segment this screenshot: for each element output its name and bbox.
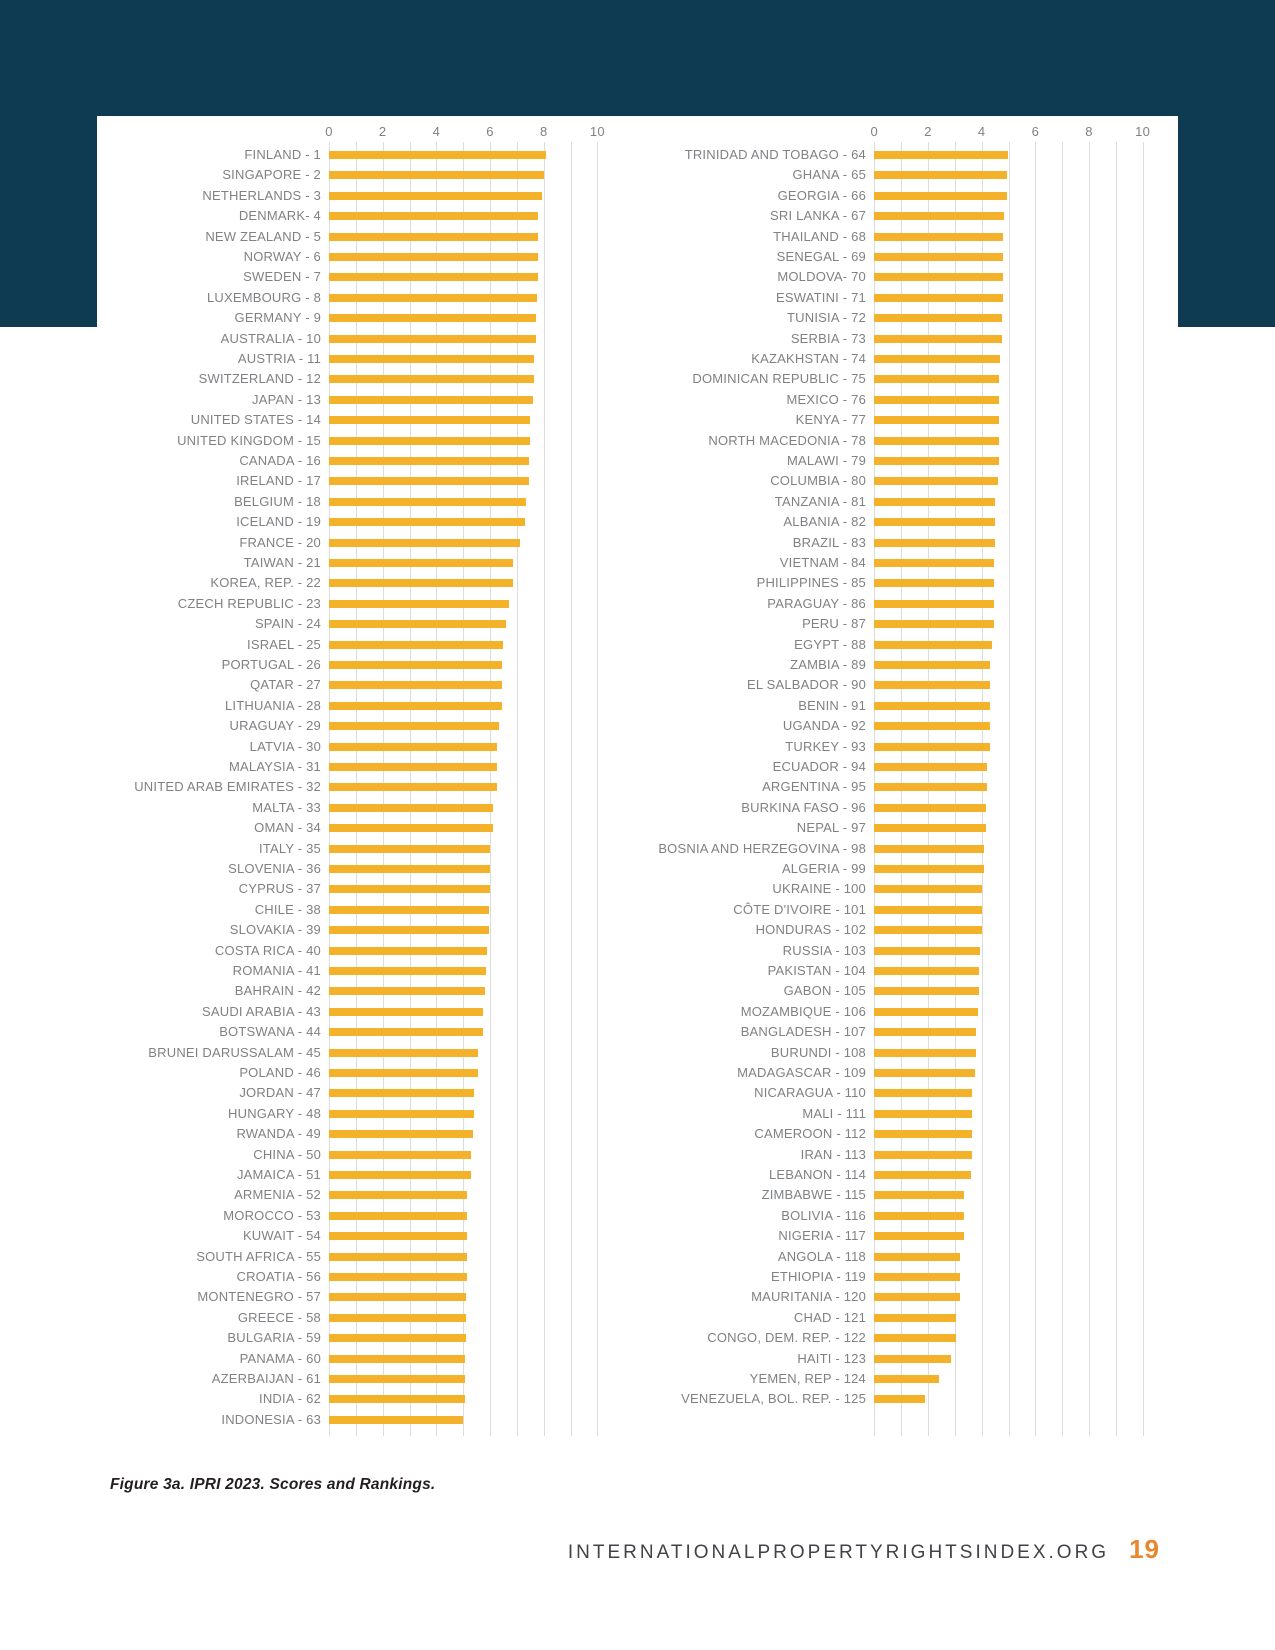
country-label: POLAND - 46: [239, 1065, 321, 1080]
country-label: MOLDOVA- 70: [777, 269, 866, 285]
country-label: RUSSIA - 103: [782, 942, 866, 958]
country-label: KENYA - 77: [795, 412, 866, 428]
country-label: MOROCCO - 53: [223, 1207, 321, 1223]
country-label: BELGIUM - 18: [234, 493, 321, 509]
country-label: CHILE - 38: [254, 901, 321, 917]
figure-caption: Figure 3a. IPRI 2023. Scores and Rankings.: [110, 1476, 436, 1493]
country-label: MADAGASCAR - 109: [737, 1065, 866, 1080]
country-label: ECUADOR - 94: [772, 759, 866, 774]
country-label: ITALY - 35: [259, 840, 321, 856]
country-label: GREECE - 58: [237, 1309, 321, 1325]
country-label: BOSNIA AND HERZEGOVINA - 98: [658, 840, 866, 856]
country-label: NIGERIA - 117: [778, 1228, 866, 1244]
country-label: MALAYSIA - 31: [229, 759, 321, 774]
country-label: UNITED ARAB EMIRATES - 32: [134, 779, 321, 795]
country-label: LEBANON - 114: [768, 1167, 866, 1182]
country-label: CZECH REPUBLIC - 23: [177, 595, 321, 611]
country-label: OMAN - 34: [254, 820, 321, 836]
country-label: INDONESIA - 63: [221, 1411, 321, 1427]
country-label: BANGLADESH - 107: [740, 1024, 866, 1040]
country-label: SLOVENIA - 36: [228, 861, 321, 876]
country-label: FINLAND - 1: [244, 147, 321, 162]
country-label: PARAGUAY - 86: [767, 595, 866, 611]
country-label: PAKISTAN - 104: [767, 963, 866, 978]
country-label: BULGARIA - 59: [227, 1330, 321, 1346]
country-label: ZIMBABWE - 115: [761, 1187, 866, 1203]
country-label: GERMANY - 9: [234, 310, 321, 326]
country-label: TURKEY - 93: [785, 738, 866, 754]
country-label: JAMAICA - 51: [236, 1167, 321, 1182]
country-label: SWEDEN - 7: [243, 269, 321, 285]
country-label: SRI LANKA - 67: [769, 208, 866, 224]
country-label: ETHIOPIA - 119: [770, 1269, 866, 1284]
country-label: MALTA - 33: [252, 799, 321, 815]
country-label: FRANCE - 20: [239, 534, 321, 550]
axis-tick-label: 10: [1135, 124, 1151, 139]
country-label: SLOVAKIA - 39: [229, 922, 321, 938]
country-label: INDIA - 62: [259, 1391, 321, 1407]
axis-tick-label: 2: [378, 124, 387, 139]
country-label: QATAR - 27: [250, 677, 321, 693]
country-label: MALAWI - 79: [786, 453, 866, 468]
footer: [0, 1534, 1160, 1565]
axis-tick-label: 4: [977, 124, 986, 139]
axis-tick-label: 6: [1031, 124, 1040, 139]
country-label: PHILIPPINES - 85: [756, 575, 866, 591]
country-label: HONDURAS - 102: [755, 922, 866, 938]
country-label: IRELAND - 17: [236, 473, 321, 489]
country-label: ALBANIA - 82: [783, 514, 866, 530]
country-label: DOMINICAN REPUBLIC - 75: [692, 371, 866, 387]
country-label: NETHERLANDS - 3: [202, 187, 321, 203]
country-label: MONTENEGRO - 57: [197, 1289, 321, 1305]
country-label: SOUTH AFRICA - 55: [196, 1248, 321, 1264]
country-label: CONGO, DEM. REP. - 122: [707, 1330, 866, 1346]
country-label: UNITED KINGDOM - 15: [177, 432, 321, 448]
country-label: AUSTRIA - 11: [237, 351, 321, 366]
country-label: CANADA - 16: [239, 453, 321, 468]
country-label: VENEZUELA, BOL. REP. - 125: [681, 1391, 866, 1407]
country-label: DENMARK- 4: [238, 208, 321, 224]
country-label: RWANDA - 49: [236, 1126, 321, 1142]
country-label: CÔTE D'IVOIRE - 101: [733, 901, 866, 917]
country-label: COSTA RICA - 40: [214, 942, 321, 958]
country-label: NORTH MACEDONIA - 78: [708, 432, 866, 448]
country-label: SPAIN - 24: [254, 616, 321, 632]
content-panel: [97, 116, 1178, 1650]
country-label: CHINA - 50: [253, 1146, 321, 1162]
country-label: SENEGAL - 69: [776, 249, 866, 264]
page-number: 19: [1129, 1534, 1160, 1564]
country-label: COLUMBIA - 80: [770, 473, 866, 489]
country-label: URAGUAY - 29: [229, 718, 321, 734]
country-label: MOZAMBIQUE - 106: [740, 1003, 866, 1019]
axis-tick-label: 10: [589, 124, 605, 139]
country-label: ICELAND - 19: [236, 514, 321, 530]
country-label: VIETNAM - 84: [779, 555, 866, 570]
country-label: UGANDA - 92: [782, 718, 866, 734]
country-label: BENIN - 91: [798, 697, 866, 713]
country-label: MEXICO - 76: [786, 391, 866, 407]
axis-tick-label: 8: [1085, 124, 1093, 139]
country-label: AUSTRALIA - 10: [220, 330, 321, 346]
country-label: IRAN - 113: [800, 1146, 866, 1162]
country-label: ALGERIA - 99: [781, 861, 866, 876]
country-label: NORWAY - 6: [243, 249, 321, 264]
country-label: JAPAN - 13: [252, 391, 321, 407]
country-label: BOLIVIA - 116: [781, 1207, 866, 1223]
country-label: BOTSWANA - 44: [219, 1024, 321, 1040]
country-label: TANZANIA - 81: [774, 493, 866, 509]
country-label: LITHUANIA - 28: [225, 697, 321, 713]
country-label: CAMEROON - 112: [754, 1126, 866, 1142]
country-label: MALI - 111: [802, 1105, 866, 1121]
country-label: NEPAL - 97: [796, 820, 866, 836]
country-label: BRUNEI DARUSSALAM - 45: [148, 1044, 321, 1060]
country-label: NICARAGUA - 110: [754, 1085, 866, 1101]
country-label: NEW ZEALAND - 5: [205, 228, 321, 244]
country-label: SAUDI ARABIA - 43: [201, 1003, 321, 1019]
axis-tick-label: 0: [870, 124, 879, 139]
axis-tick-label: 0: [325, 124, 333, 139]
country-label: HAITI - 123: [797, 1350, 866, 1366]
axis-tick-label: 6: [486, 124, 494, 139]
country-label: BURUNDI - 108: [770, 1044, 866, 1060]
country-label: GHANA - 65: [792, 167, 866, 183]
country-label: AZERBAIJAN - 61: [211, 1371, 321, 1386]
country-label: PANAMA - 60: [239, 1350, 321, 1366]
axis-tick-label: 4: [432, 124, 441, 139]
axis-tick-label: 8: [539, 124, 548, 139]
country-label: UKRAINE - 100: [772, 881, 866, 897]
country-label: TRINIDAD AND TOBAGO - 64: [684, 147, 866, 162]
country-label: TUNISIA - 72: [787, 310, 866, 326]
country-label: PERU - 87: [802, 616, 866, 632]
country-label: EGYPT - 88: [794, 636, 866, 652]
country-label: CROATIA - 56: [236, 1269, 321, 1284]
country-label: ISRAEL - 25: [247, 636, 321, 652]
country-label: CYPRUS - 37: [238, 881, 321, 897]
country-label: EL SALBADOR - 90: [746, 677, 866, 693]
country-label: UNITED STATES - 14: [190, 412, 321, 428]
country-label: ZAMBIA - 89: [790, 657, 866, 672]
country-label: SERBIA - 73: [790, 330, 866, 346]
country-label: LUXEMBOURG - 8: [206, 289, 321, 305]
country-label: SINGAPORE - 2: [222, 167, 321, 183]
country-label: SWITZERLAND - 12: [198, 371, 321, 387]
country-label: YEMEN, REP - 124: [749, 1371, 866, 1386]
country-label: ANGOLA - 118: [777, 1248, 866, 1264]
country-label: KOREA, REP. - 22: [210, 575, 321, 591]
country-label: BAHRAIN - 42: [234, 983, 321, 999]
country-label: HUNGARY - 48: [228, 1105, 321, 1121]
country-label: THAILAND - 68: [773, 228, 866, 244]
country-label: LATVIA - 30: [249, 738, 321, 754]
country-label: KUWAIT - 54: [242, 1228, 321, 1244]
country-label: ARGENTINA - 95: [762, 779, 866, 795]
axis-tick-label: 2: [924, 124, 932, 139]
country-label: ESWATINI - 71: [775, 289, 866, 305]
country-label: GEORGIA - 66: [777, 187, 866, 203]
country-label: PORTUGAL - 26: [221, 657, 321, 672]
country-label: BRAZIL - 83: [792, 534, 866, 550]
country-label: ROMANIA - 41: [232, 963, 321, 978]
country-label: KAZAKHSTAN - 74: [751, 351, 866, 366]
footer-url: INTERNATIONALPROPERTYRIGHTSINDEX.ORG: [567, 1542, 1110, 1563]
country-label: ARMENIA - 52: [234, 1187, 321, 1203]
country-label: JORDAN - 47: [239, 1085, 321, 1101]
country-label: MAURITANIA - 120: [751, 1289, 866, 1305]
country-label: CHAD - 121: [793, 1309, 866, 1325]
country-label: GABON - 105: [783, 983, 866, 999]
country-label: TAIWAN - 21: [243, 555, 321, 570]
country-label: BURKINA FASO - 96: [741, 799, 866, 815]
